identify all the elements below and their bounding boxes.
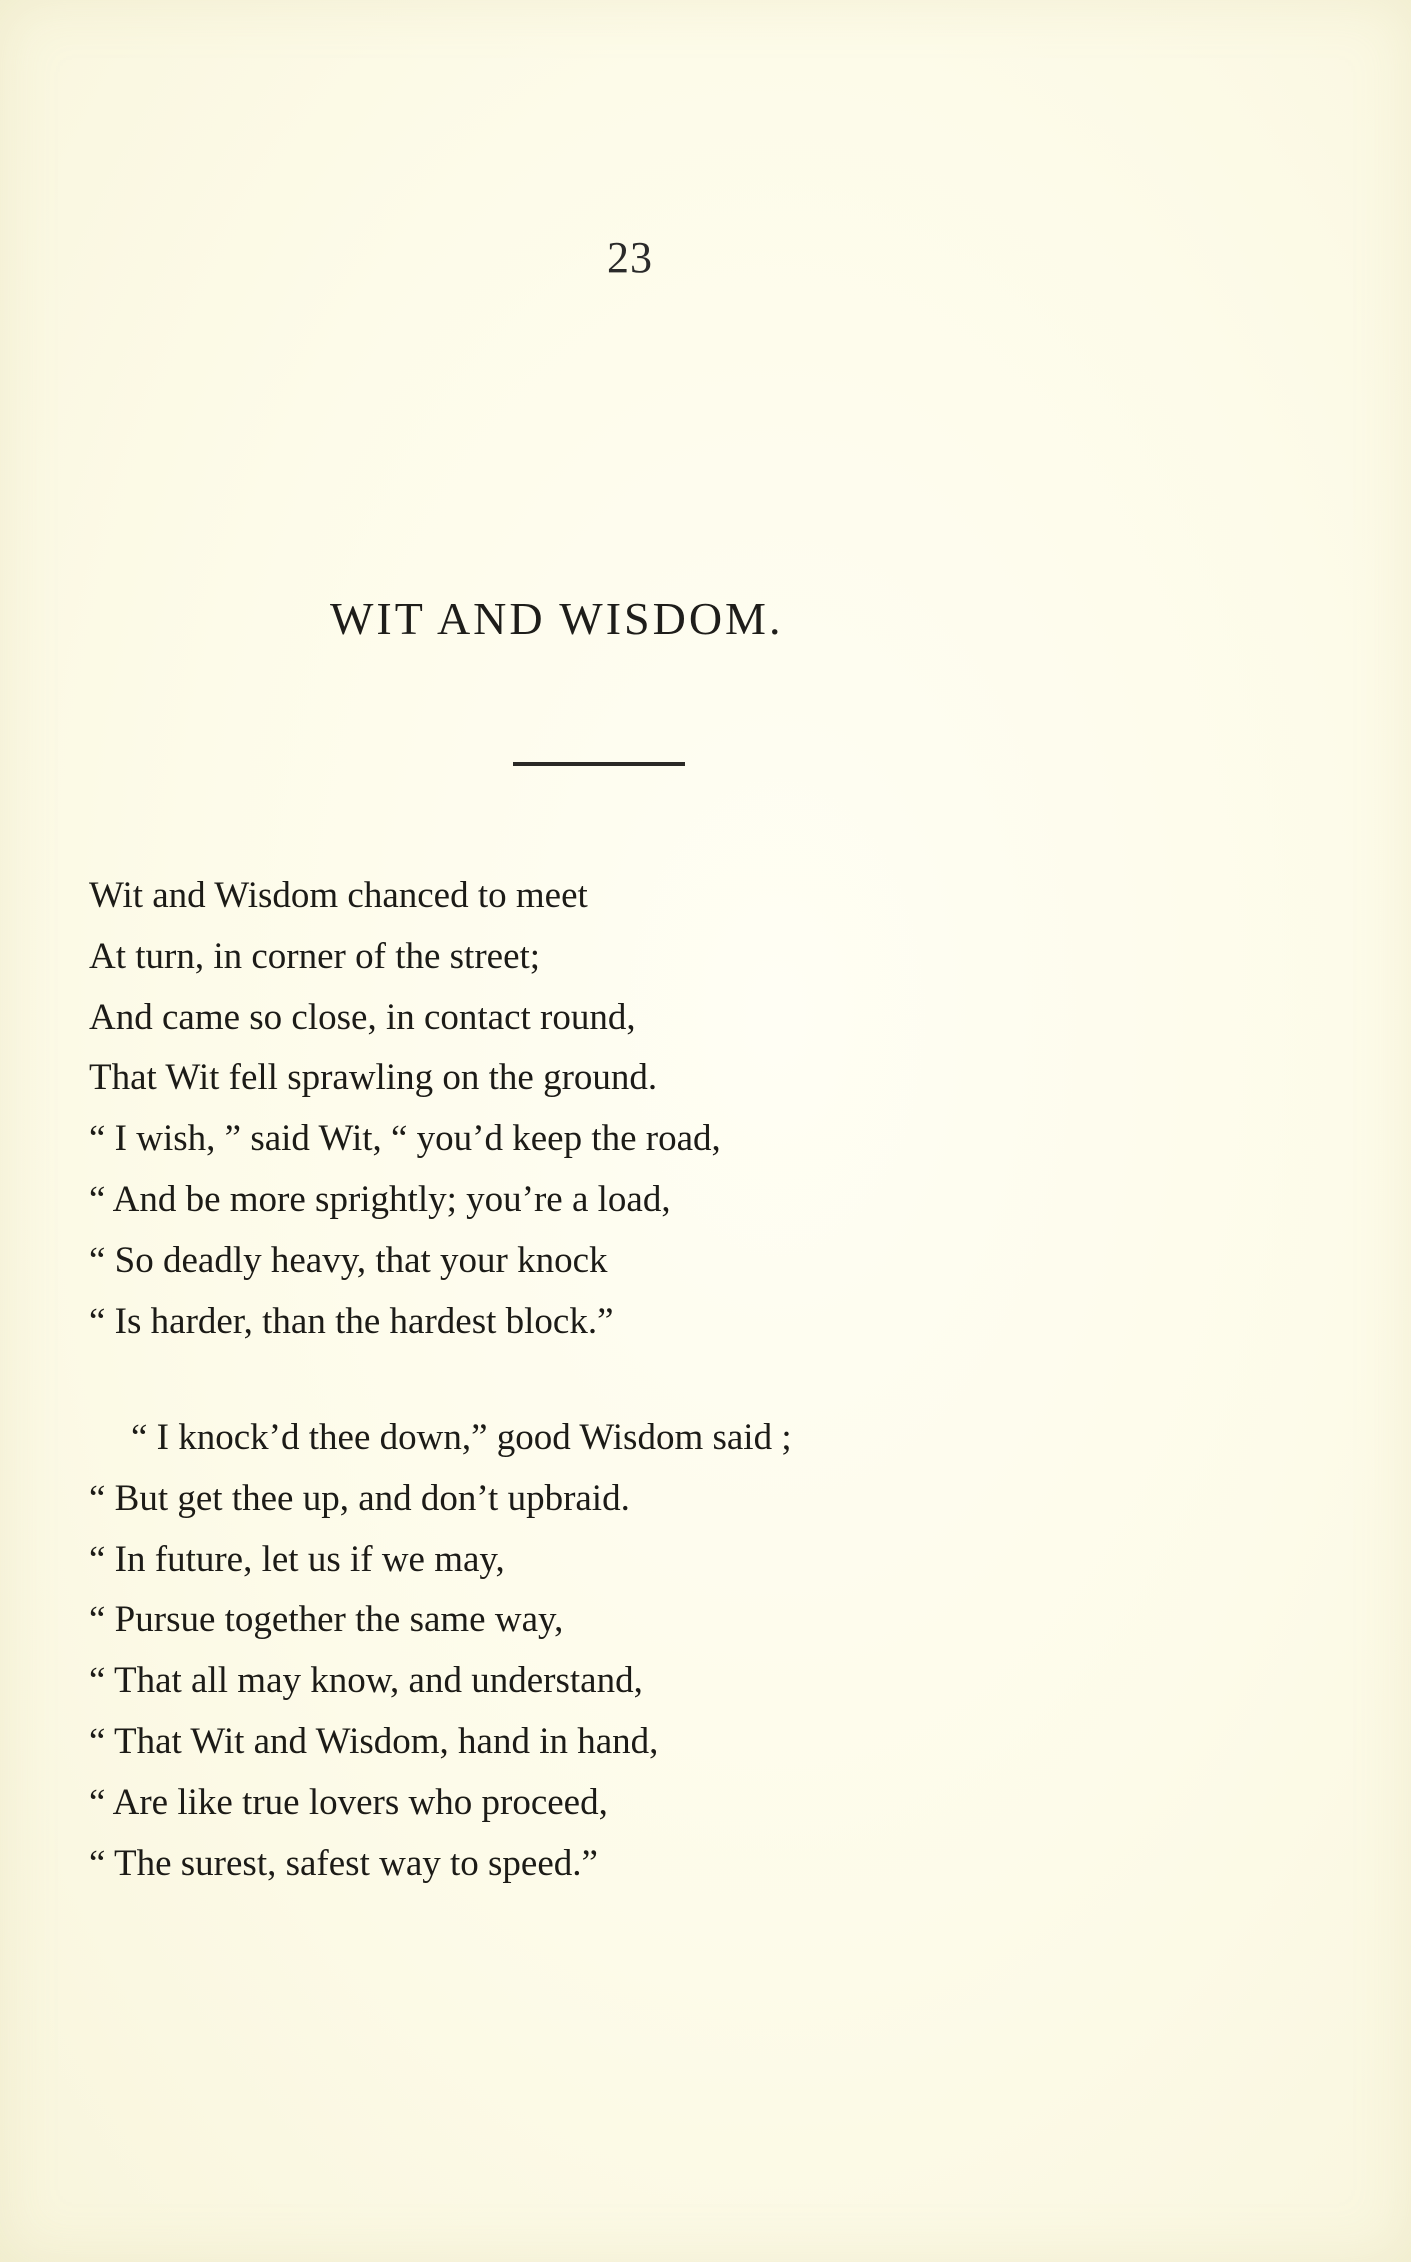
poem-line: “ That Wit and Wisdom, hand in hand,: [89, 1720, 659, 1762]
poem-line: “ In future, let us if we may,: [89, 1538, 505, 1580]
poem-line: “ Pursue together the same way,: [89, 1599, 564, 1641]
poem-line: “ Is harder, than the hardest block.”: [89, 1300, 614, 1342]
poem-line: “ Are like true lovers who proceed,: [89, 1781, 608, 1823]
poem-stanza-1: [89, 866, 721, 1352]
poem-line: That Wit fell sprawling on the ground.: [89, 1057, 658, 1099]
poem-line: “ I knock’d thee down,” good Wisdom said ;: [131, 1417, 792, 1458]
title-divider-rule: [513, 762, 685, 766]
poem-title: WIT AND WISDOM.: [330, 593, 784, 644]
page-number: 23: [607, 233, 653, 282]
poem-line: “ I wish, ” said Wit, “ you’d keep the road,: [89, 1118, 721, 1160]
poem-line: “ So deadly heavy, that your knock: [89, 1239, 608, 1281]
poem-line: “ But get thee up, and don’t upbraid.: [89, 1477, 630, 1519]
poem-line: “ And be more sprightly; you’re a load,: [89, 1178, 671, 1220]
poem-line: At turn, in corner of the street;: [89, 935, 541, 977]
poem-line: “ The surest, safest way to speed.”: [89, 1842, 598, 1884]
poem-line: Wit and Wisdom chanced to meet: [89, 875, 588, 916]
poem-line: “ That all may know, and understand,: [89, 1660, 643, 1702]
poem-line: And came so close, in contact round,: [89, 996, 636, 1038]
poem-stanza-2: [89, 1408, 792, 1894]
